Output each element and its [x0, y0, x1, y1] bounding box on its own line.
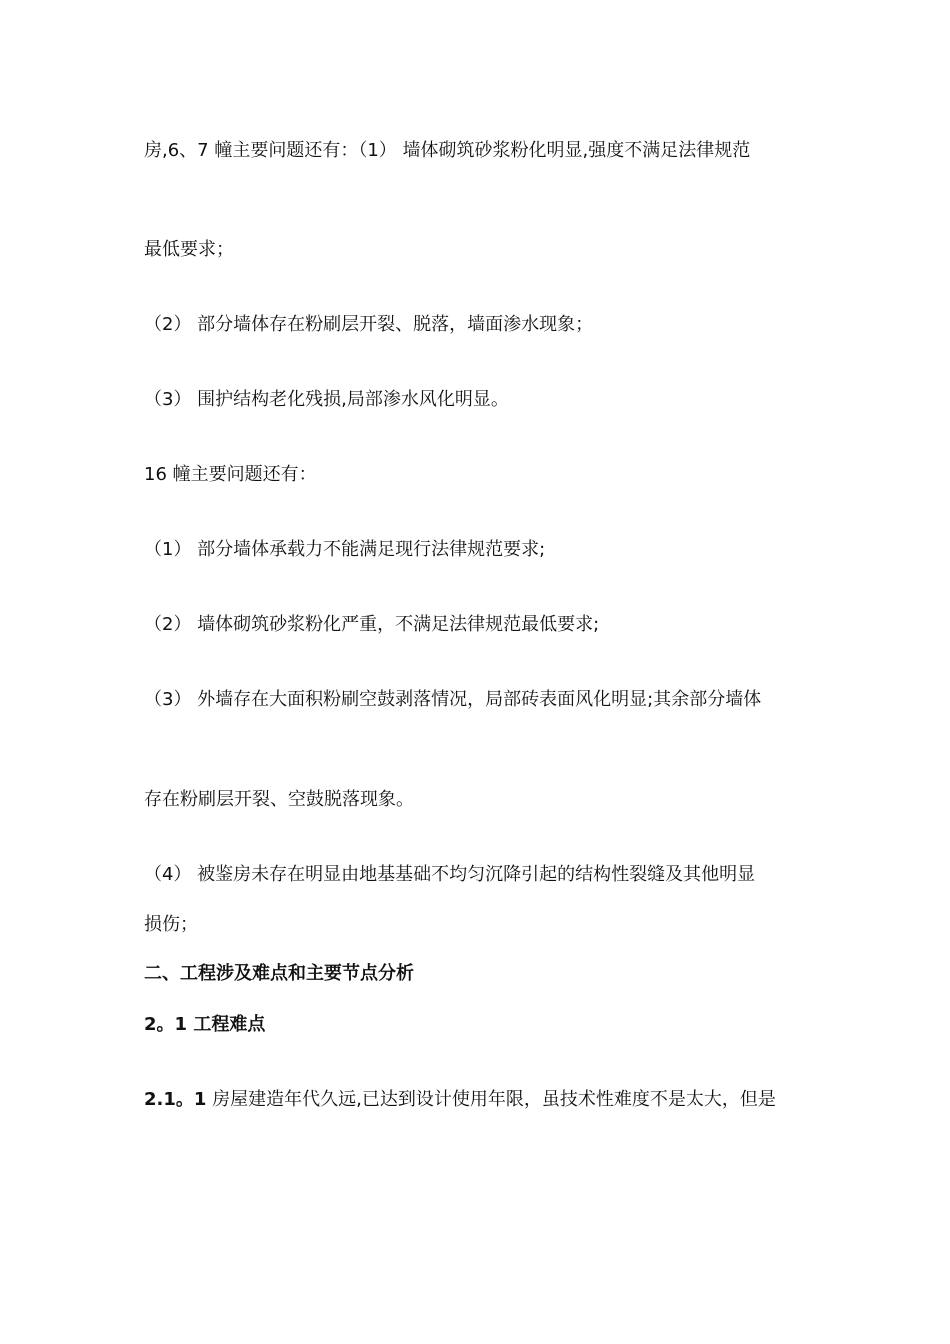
section-heading: 二、工程涉及难点和主要节点分析 — [144, 963, 414, 984]
text-line: 最低要求； — [144, 239, 234, 260]
text-line: （2） 部分墙体存在粉刷层开裂、脱落，墙面渗水现象； — [144, 314, 594, 335]
text-line: （3） 外墙存在大面积粉刷空鼓剥落情况，局部砖表面风化明显;其余部分墙体 — [144, 689, 762, 710]
text-line: （1） 部分墙体承载力不能满足现行法律规范要求; — [144, 539, 546, 560]
text-line: 存在粉刷层开裂、空鼓脱落现象。 — [144, 789, 414, 810]
item-number: 2.1。1 — [144, 1089, 207, 1110]
item-paragraph — [144, 1088, 824, 1112]
text-line: 房,6、7 幢主要问题还有：（1） 墙体砌筑砂浆粉化明显,强度不满足法律规范 — [144, 140, 751, 161]
text-line: （4） 被鉴房未存在明显由地基基础不均匀沉降引起的结构性裂缝及其他明显 — [144, 864, 756, 885]
text-line: （2） 墙体砌筑砂浆粉化严重，不满足法律规范最低要求; — [144, 614, 600, 635]
item-text: 房屋建造年代久远,已达到设计使用年限，虽技术性难度不是太大，但是 — [206, 1089, 776, 1110]
subsection-heading: 2。1 工程难点 — [144, 1014, 266, 1035]
text-line: （3） 围护结构老化残损,局部渗水风化明显。 — [144, 389, 509, 410]
text-line: 16 幢主要问题还有： — [144, 464, 317, 485]
text-line: 损伤； — [144, 914, 198, 935]
